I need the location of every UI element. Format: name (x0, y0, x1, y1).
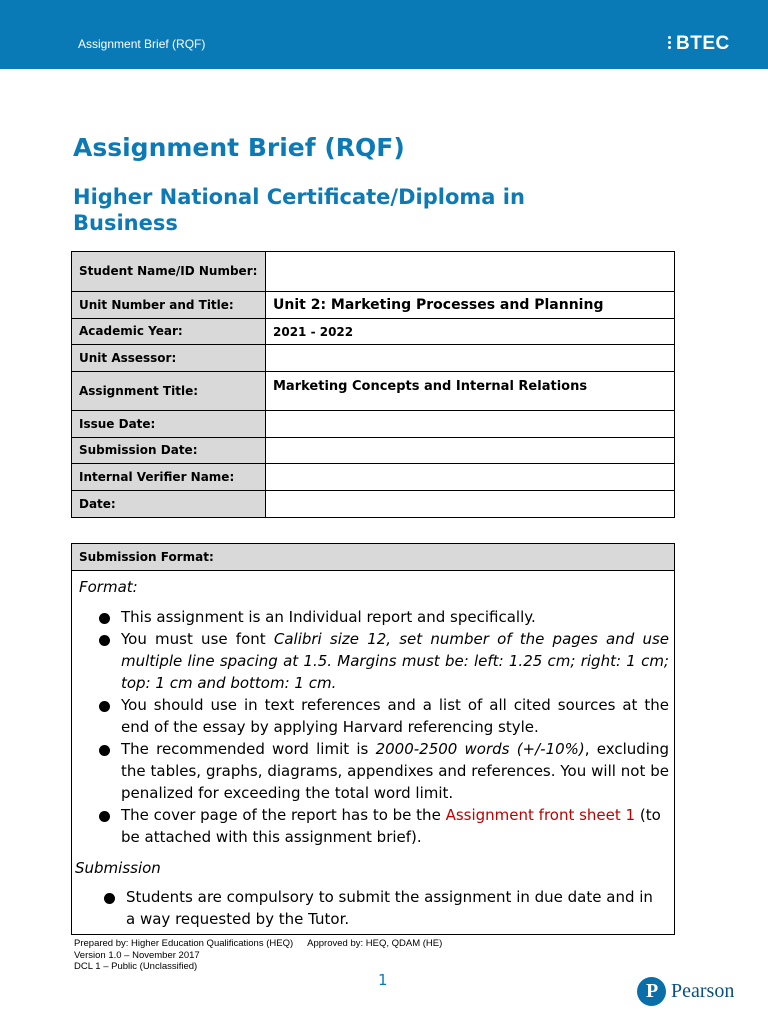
bullet-text: This assignment is an Individual report and specifically. (121, 608, 536, 626)
bullet-text-italic: Calibri size 12, set number of the pages and use multiple line spacing at 1.5. Margins must be: left: 1.25 cm; right: 1 cm; top: 1 cm and bottom: 1 cm. (121, 630, 669, 692)
bullet-text: Students are compulsory to submit the assignment in due date and in a way requested by the Tutor. (126, 888, 653, 928)
submission-format-box (71, 543, 675, 935)
approved-by: Approved by: HEQ, QDAM (HE) (307, 938, 443, 949)
row-value (266, 464, 675, 491)
list-item (99, 738, 669, 804)
bullet-icon (99, 701, 110, 712)
page-title: Assignment Brief (RQF) (73, 133, 405, 162)
header-title: Assignment Brief (RQF) (78, 37, 206, 51)
list-item (99, 628, 669, 694)
row-value: Unit 2: Marketing Processes and Planning (266, 292, 675, 319)
prepared-by: Prepared by: Higher Education Qualifications (HEQ) (74, 938, 294, 949)
row-label: Issue Date: (72, 411, 266, 438)
table-row (72, 438, 675, 464)
table-row (72, 491, 675, 518)
btec-logo (668, 33, 730, 55)
pearson-logo-text: Pearson (671, 979, 735, 1002)
submission-label: Submission (75, 859, 161, 877)
row-label: Unit Assessor: (72, 345, 266, 372)
format-list (99, 606, 669, 848)
row-label: Date: (72, 491, 266, 518)
pearson-p-icon: P (637, 977, 666, 1006)
front-sheet-link[interactable]: Assignment front sheet 1 (445, 806, 636, 824)
table-row (72, 292, 675, 319)
row-value (266, 491, 675, 518)
bullet-text: The cover page of the report has to be the (121, 806, 446, 824)
btec-dots-icon (668, 34, 674, 50)
bullet-text: (to be attached with this assignment brief). (121, 806, 661, 846)
bullet-icon (99, 745, 110, 756)
row-label: Assignment Title: (72, 372, 266, 411)
table-row (72, 345, 675, 372)
bullet-icon (99, 613, 110, 624)
row-value: 2021 - 2022 (266, 319, 675, 345)
list-item (99, 804, 669, 848)
page-number: 1 (378, 971, 388, 989)
btec-logo-text: BTEC (676, 33, 730, 54)
bullet-icon (99, 811, 110, 822)
pearson-logo (637, 976, 734, 1006)
row-label: Internal Verifier Name: (72, 464, 266, 491)
bullet-text-italic: 2000-2500 words (+/-10%) (375, 740, 585, 758)
dcl-classification: DCL 1 – Public (Unclassified) (74, 961, 198, 972)
bullet-text: You should use in text references and a list of all cited sources at the end of the essay by applying Harvard referencing style. (121, 696, 669, 736)
row-label: Academic Year: (72, 319, 266, 345)
list-item (104, 886, 659, 930)
list-item (99, 606, 669, 628)
bullet-icon (104, 893, 115, 904)
submission-format-header: Submission Format: (72, 544, 674, 571)
table-row (72, 319, 675, 345)
header-bar (0, 0, 768, 69)
row-label: Submission Date: (72, 438, 266, 464)
page-subtitle: Higher National Certificate/Diploma in Business (73, 185, 525, 235)
row-label: Student Name/ID Number: (72, 252, 266, 292)
row-value (266, 411, 675, 438)
format-label: Format: (79, 578, 138, 596)
bullet-text: The recommended word limit is (121, 740, 376, 758)
table-row (72, 372, 675, 411)
table-row (72, 252, 675, 292)
version: Version 1.0 – November 2017 (74, 949, 200, 961)
submission-list (104, 886, 659, 930)
row-label: Unit Number and Title: (72, 292, 266, 319)
bullet-text: You must use font (121, 630, 274, 648)
page-footer (74, 938, 442, 973)
row-value (266, 345, 675, 372)
row-value (266, 252, 675, 292)
row-value: Marketing Concepts and Internal Relations (266, 372, 675, 411)
assignment-info-table (71, 251, 675, 518)
list-item (99, 694, 669, 738)
table-row (72, 411, 675, 438)
bullet-text: , excluding the tables, graphs, diagrams, appendixes and references. You will not be penalized for exceeding the total word limit. (121, 740, 669, 802)
table-row (72, 464, 675, 491)
bullet-icon (99, 635, 110, 646)
row-value (266, 438, 675, 464)
